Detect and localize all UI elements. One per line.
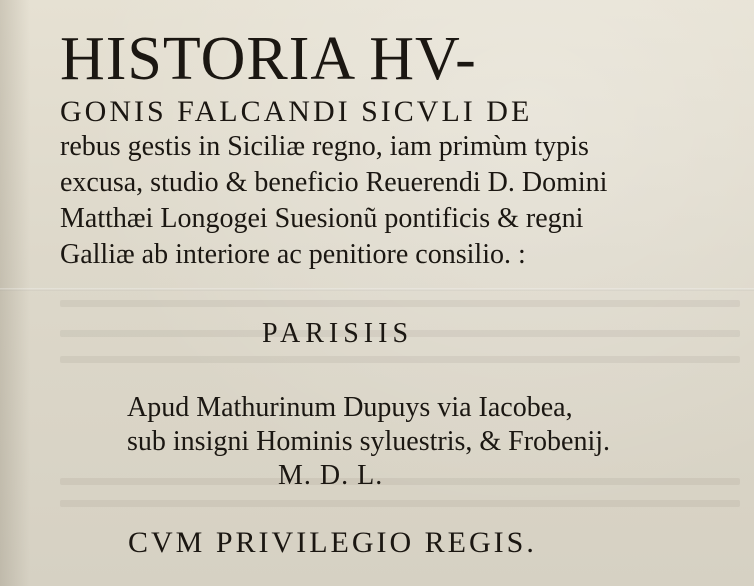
title-line-1: HISTORIA HV- [60,25,477,93]
body-line: Matthæi Longogei Suesionũ pontificis & regni [60,203,584,234]
imprint-year: M. D. L. [278,460,384,491]
privilege-statement: CVM PRIVILEGIO REGIS. [128,526,537,559]
bleed-through-line [60,500,740,507]
page-fold [0,288,754,291]
body-line: rebus gestis in Siciliæ regno, iam primùm typis [60,131,589,162]
body-line: Galliæ ab interiore ac penitiore consilio. : [60,239,526,270]
imprint-city: PARISIIS [262,318,414,349]
bleed-through-line [60,300,740,307]
title-line-2: GONIS FALCANDI SICVLI DE [60,95,533,128]
body-line: excusa, studio & beneficio Reuerendi D. Domini [60,167,608,198]
bleed-through-line [60,478,740,485]
page-edge-shadow [0,0,30,586]
bleed-through-line [60,356,740,363]
imprint-sign: sub insigni Hominis syluestris, & Frobenij. [127,426,611,457]
imprint-publisher: Apud Mathurinum Dupuys via Iacobea, [127,392,573,423]
